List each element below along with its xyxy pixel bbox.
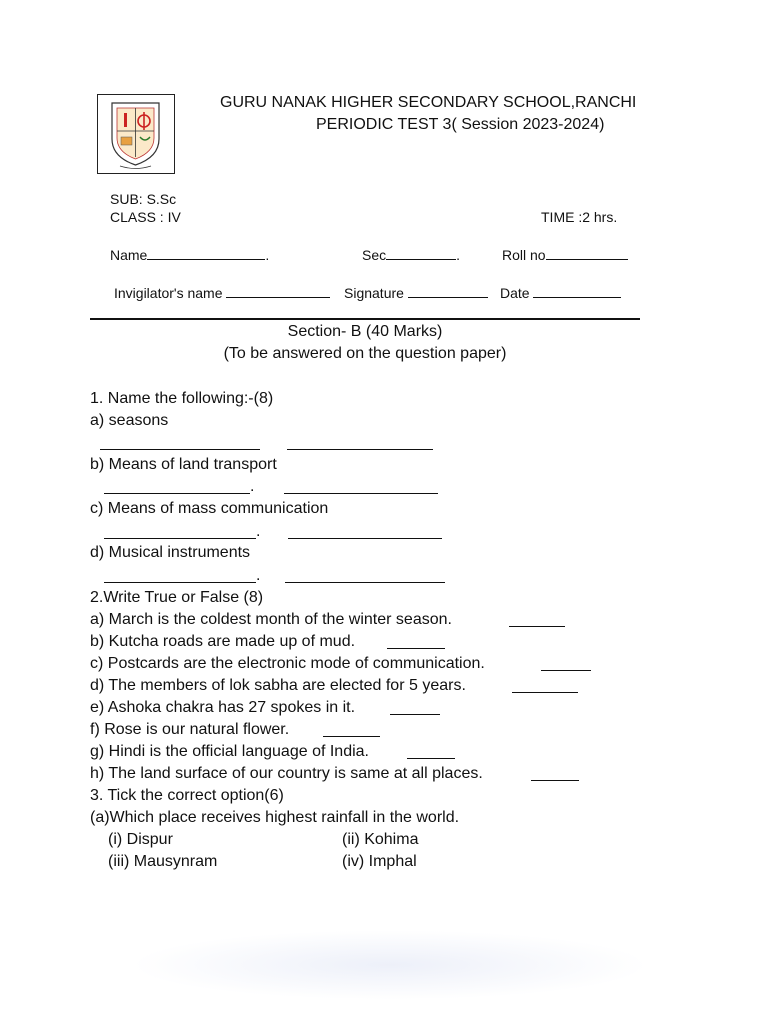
q3a-option-iv[interactable]: (iv) Imphal	[342, 853, 417, 870]
q1-part-c: c) Means of mass communication	[90, 500, 329, 517]
q1c-dot: .	[256, 523, 261, 540]
q2e-answer-line[interactable]	[390, 714, 440, 715]
q2-statement-b: b) Kutcha roads are made up of mud.	[90, 633, 356, 650]
signature-field	[344, 285, 488, 301]
watermark-smudge	[130, 930, 650, 1000]
q1c-answer-line-2[interactable]	[288, 538, 442, 539]
roll-blank[interactable]	[546, 259, 628, 260]
q1c-answer-line-1[interactable]	[104, 538, 256, 539]
date-blank[interactable]	[533, 297, 621, 298]
test-title: PERIODIC TEST 3( Session 2023-2024)	[316, 116, 605, 133]
q1-part-b: b) Means of land transport	[90, 456, 277, 473]
q2-statement-f: f) Rose is our natural flower.	[90, 721, 290, 738]
section-instruction: (To be answered on the question paper)	[223, 345, 507, 362]
q2-statement-a: a) March is the coldest month of the winter season.	[90, 611, 452, 628]
sec-blank[interactable]	[386, 259, 456, 260]
q3a-option-i[interactable]: (i) Dispur	[108, 831, 173, 848]
q1d-answer-line-2[interactable]	[285, 582, 445, 583]
q1d-answer-line-1[interactable]	[104, 582, 256, 583]
school-logo	[97, 94, 175, 174]
q1b-answer-line-2[interactable]	[284, 493, 438, 494]
subject-label: SUB: S.Sc	[110, 191, 177, 207]
date-label: Date	[500, 285, 530, 301]
q1a-answer-line-2[interactable]	[287, 449, 433, 450]
class-label: CLASS : IV	[110, 209, 181, 225]
q2c-answer-line[interactable]	[541, 670, 591, 671]
q2-heading: 2.Write True or False (8)	[90, 589, 264, 606]
q1d-dot: .	[256, 567, 261, 584]
header-divider	[90, 318, 640, 320]
name-field: Name .	[110, 247, 270, 263]
q1a-answer-line-1[interactable]	[100, 449, 260, 450]
q3-question-a: (a)Which place receives highest rainfall in the world.	[90, 809, 460, 826]
school-name: GURU NANAK HIGHER SECONDARY SCHOOL,RANCHI	[220, 94, 637, 111]
q1-part-d: d) Musical instruments	[90, 544, 251, 561]
q1b-answer-line-1[interactable]	[104, 493, 250, 494]
sec-label: Sec	[362, 247, 387, 263]
section-title: Section- B (40 Marks)	[287, 323, 443, 340]
q3a-option-iii[interactable]: (iii) Mausynram	[108, 853, 218, 870]
q1-heading: 1. Name the following:-(8)	[90, 390, 274, 407]
q1b-dot: .	[250, 478, 255, 495]
q2f-answer-line[interactable]	[323, 736, 380, 737]
signature-label: Signature	[344, 285, 404, 301]
roll-label: Roll no	[502, 247, 546, 263]
signature-blank[interactable]	[408, 297, 488, 298]
date-field	[500, 285, 621, 301]
q2d-answer-line[interactable]	[512, 692, 578, 693]
invigilator-field	[114, 285, 330, 301]
invigilator-label: Invigilator's name	[114, 285, 223, 301]
q2-statement-g: g) Hindi is the official language of India.	[90, 743, 369, 760]
q2a-answer-line[interactable]	[509, 626, 565, 627]
roll-field	[502, 247, 628, 263]
q2-statement-h: h) The land surface of our country is same at all places.	[90, 765, 483, 782]
q2-statement-e: e) Ashoka chakra has 27 spokes in it.	[90, 699, 356, 716]
invigilator-blank[interactable]	[226, 297, 330, 298]
q2g-answer-line[interactable]	[407, 758, 455, 759]
name-label: Name	[110, 247, 148, 263]
q2-statement-c: c) Postcards are the electronic mode of communication.	[90, 655, 485, 672]
q2h-answer-line[interactable]	[531, 780, 579, 781]
time-label: TIME :2 hrs.	[541, 209, 618, 225]
school-crest-icon	[98, 95, 173, 172]
q2-statement-d: d) The members of lok sabha are elected for 5 years.	[90, 677, 466, 694]
name-blank[interactable]	[147, 259, 265, 260]
q3-heading: 3. Tick the correct option(6)	[90, 787, 284, 804]
sec-field: Sec .	[362, 247, 461, 263]
q2b-answer-line[interactable]	[387, 648, 445, 649]
q3a-option-ii[interactable]: (ii) Kohima	[342, 831, 419, 848]
q1-part-a: a) seasons	[90, 412, 169, 429]
